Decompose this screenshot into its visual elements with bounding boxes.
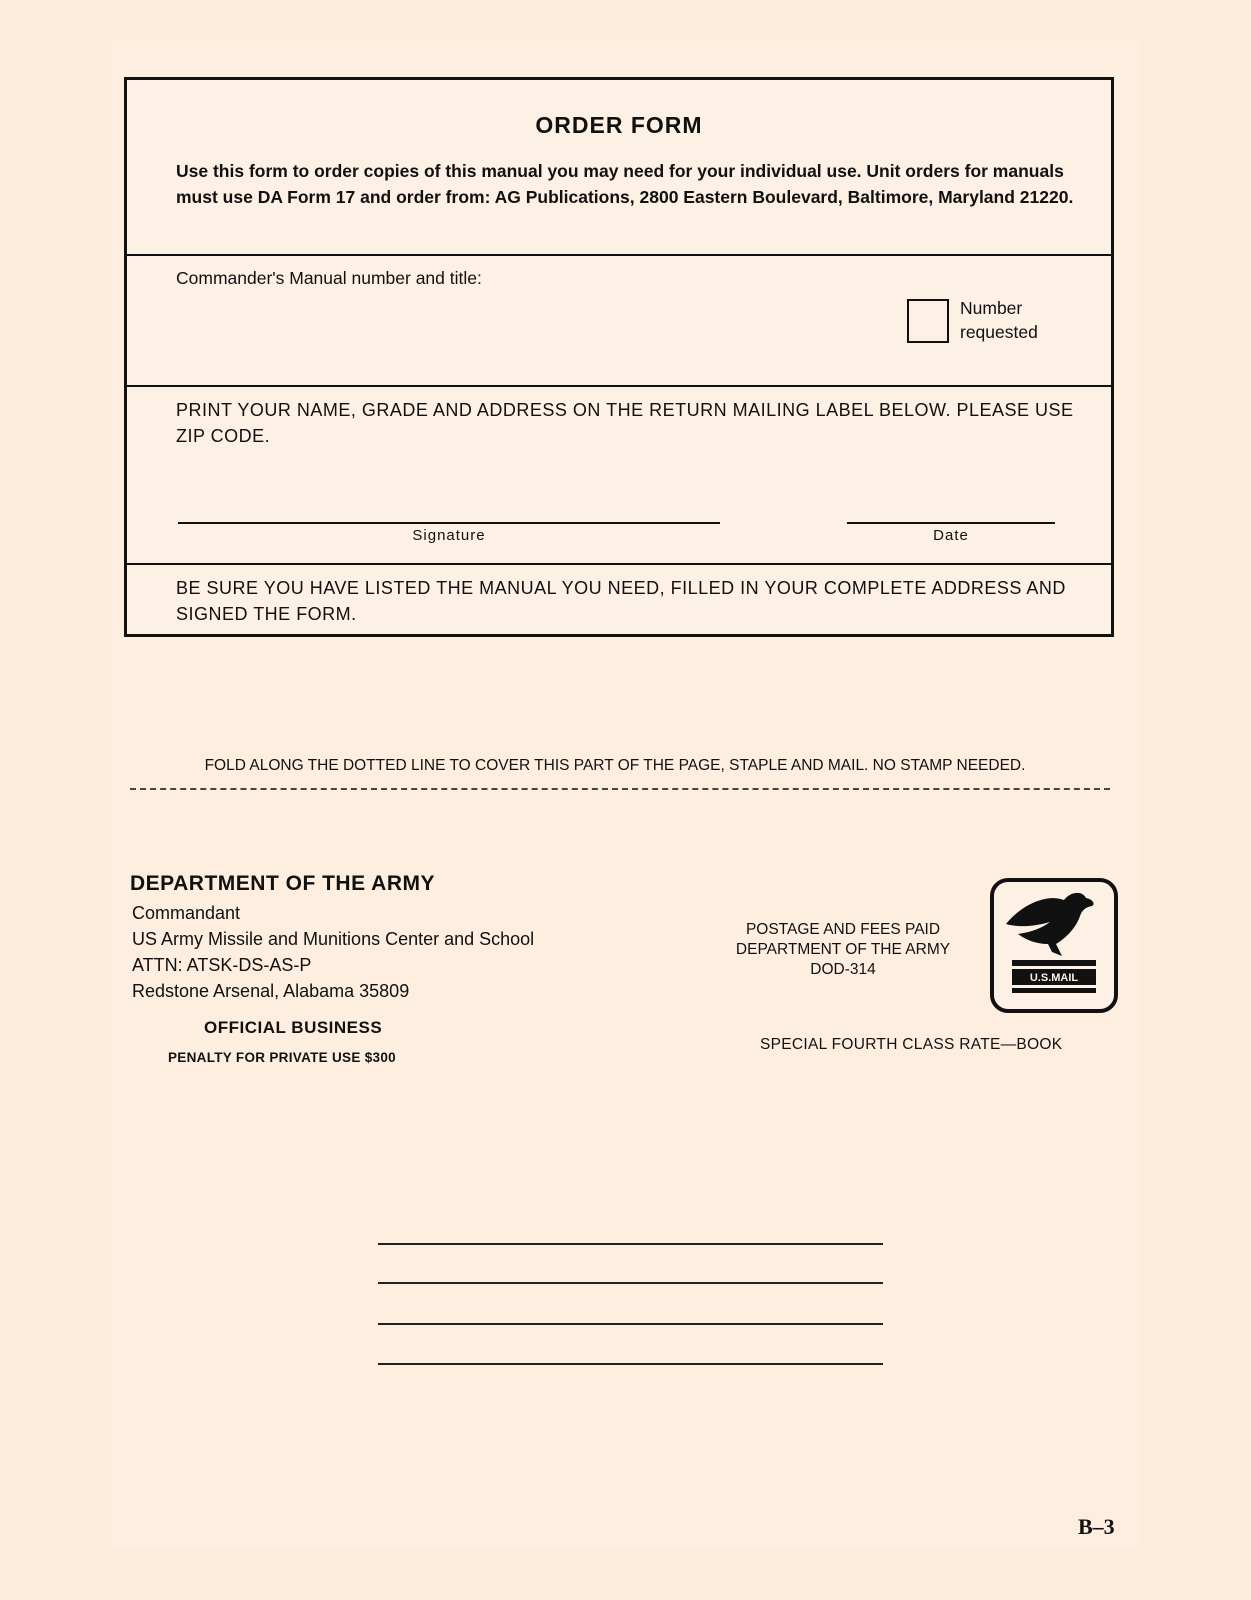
department-heading: DEPARTMENT OF THE ARMY [130, 872, 435, 895]
address-line: Commandant [132, 903, 241, 923]
return-label-line[interactable] [378, 1282, 883, 1284]
address-line: Redstone Arsenal, Alabama 35809 [132, 981, 410, 1001]
svg-text:U.S.MAIL: U.S.MAIL [1029, 972, 1079, 984]
form-intro: Use this form to order copies of this manual you may need for your individual use. Unit orders for manuals must use DA Form 17 and order from: AG Publications, 2800 Eastern Boulevard, Baltimore, Maryland 21220. [176, 161, 1074, 207]
number-requested-label: Number requested [960, 298, 1038, 342]
number-requested-box[interactable] [907, 299, 949, 343]
rate-text: SPECIAL FOURTH CLASS RATE—BOOK [760, 1036, 1063, 1053]
order-form [124, 77, 1114, 637]
return-label-line[interactable] [378, 1323, 883, 1325]
reminder-text: BE SURE YOU HAVE LISTED THE MANUAL YOU NEED, FILLED IN YOUR COMPLETE ADDRESS AND SIGNED THE FORM. [176, 578, 1066, 624]
return-label-line[interactable] [378, 1243, 883, 1245]
fold-dotted-line [130, 788, 1110, 790]
penalty-notice: PENALTY FOR PRIVATE USE $300 [168, 1050, 396, 1065]
postage-paid-block: POSTAGE AND FEES PAID DEPARTMENT OF THE ARMY DOD-314 [735, 921, 951, 978]
us-mail-eagle-logo [990, 878, 1118, 1013]
form-header-section [127, 80, 1111, 254]
fold-instruction: FOLD ALONG THE DOTTED LINE TO COVER THIS PART OF THE PAGE, STAPLE AND MAIL. NO STAMP NEEDED. [204, 757, 1026, 774]
signature-line[interactable] [178, 522, 720, 524]
signature-section [127, 385, 1111, 565]
address-line: ATTN: ATSK-DS-AS-P [132, 955, 312, 975]
page-number: B–3 [1078, 1514, 1115, 1539]
official-business: OFFICIAL BUSINESS [204, 1018, 383, 1037]
signature-label: Signature [412, 527, 486, 544]
reminder-section [127, 563, 1111, 639]
print-instruction: PRINT YOUR NAME, GRADE AND ADDRESS ON THE RETURN MAILING LABEL BELOW. PLEASE USE ZIP CODE. [176, 400, 1074, 446]
manual-section [127, 254, 1111, 387]
mailing-address [132, 900, 534, 1004]
address-line: US Army Missile and Munitions Center and School [132, 929, 535, 949]
date-label: Date [933, 527, 969, 544]
form-title: ORDER FORM [535, 112, 703, 138]
manual-title-label: Commander's Manual number and title: [176, 268, 482, 288]
date-line[interactable] [847, 522, 1055, 524]
return-label-line[interactable] [378, 1363, 883, 1365]
eagle-icon [994, 882, 1114, 1009]
